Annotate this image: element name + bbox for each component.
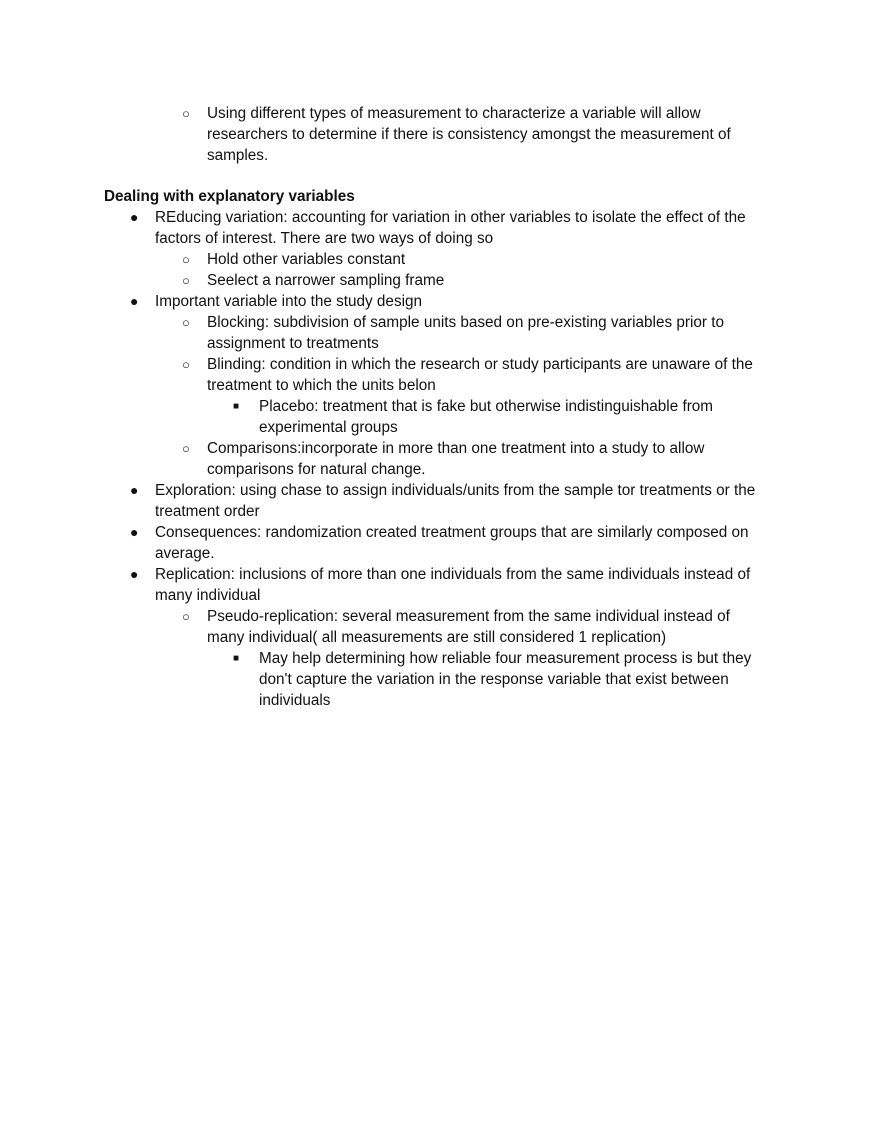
list-item-line: REducing variation: accounting for variation in other variables to isolate the effect of the	[155, 209, 746, 226]
list-item-line: average.	[155, 545, 215, 562]
square-bullet-icon: ■	[233, 401, 240, 412]
list-item-line: Placebo: treatment that is fake but otherwise indistinguishable from	[259, 398, 714, 415]
list-item-line: Replication: inclusions of more than one individuals from the same individuals instead of	[155, 566, 751, 583]
circle-bullet-icon: ○	[182, 441, 190, 456]
list-item-line: Using different types of measurement to characterize a variable will allow	[207, 105, 701, 122]
list-item-line: comparisons for natural change.	[207, 461, 426, 478]
list-item-line: Pseudo-replication: several measurement from the same individual instead of	[207, 608, 730, 625]
list-item-line: many individual	[155, 587, 261, 604]
circle-bullet-icon: ○	[182, 315, 190, 330]
list-item-line: May help determining how reliable four measurement process is but they	[259, 650, 752, 667]
list-item-line: treatment order	[155, 503, 260, 520]
disc-bullet-icon: ●	[130, 209, 139, 225]
list-item-line: samples.	[207, 147, 269, 164]
circle-bullet-icon: ○	[182, 252, 190, 267]
circle-bullet-icon: ○	[182, 106, 190, 121]
disc-bullet-icon: ●	[130, 293, 139, 309]
section-heading: Dealing with explanatory variables	[104, 188, 355, 205]
list-item-line: factors of interest. There are two ways of doing so	[155, 230, 494, 247]
list-item-line: experimental groups	[259, 419, 398, 436]
list-item-line: Consequences: randomization created treatment groups that are similarly composed on	[155, 524, 749, 541]
list-item-line: many individual( all measurements are still considered 1 replication)	[207, 629, 667, 646]
disc-bullet-icon: ●	[130, 566, 139, 582]
list-item-line: Hold other variables constant	[207, 251, 406, 268]
list-item-line: assignment to treatments	[207, 335, 379, 352]
list-item-line: Seelect a narrower sampling frame	[207, 272, 445, 289]
list-item-line: don't capture the variation in the response variable that exist between	[259, 671, 729, 688]
circle-bullet-icon: ○	[182, 273, 190, 288]
list-item-line: Blinding: condition in which the research or study participants are unaware of the	[207, 356, 753, 373]
list-item-line: treatment to which the units belon	[207, 377, 436, 394]
list-item-line: individuals	[259, 692, 331, 709]
circle-bullet-icon: ○	[182, 357, 190, 372]
disc-bullet-icon: ●	[130, 482, 139, 498]
list-item-line: Important variable into the study design	[155, 293, 423, 310]
list-item-line: Comparisons:incorporate in more than one treatment into a study to allow	[207, 440, 705, 457]
list-item-line: Exploration: using chase to assign individuals/units from the sample tor treatments or the	[155, 482, 756, 499]
disc-bullet-icon: ●	[130, 524, 139, 540]
square-bullet-icon: ■	[233, 653, 240, 664]
list-item-line: researchers to determine if there is consistency amongst the measurement of	[207, 126, 731, 143]
circle-bullet-icon: ○	[182, 609, 190, 624]
list-item-line: Blocking: subdivision of sample units based on pre-existing variables prior to	[207, 314, 724, 331]
